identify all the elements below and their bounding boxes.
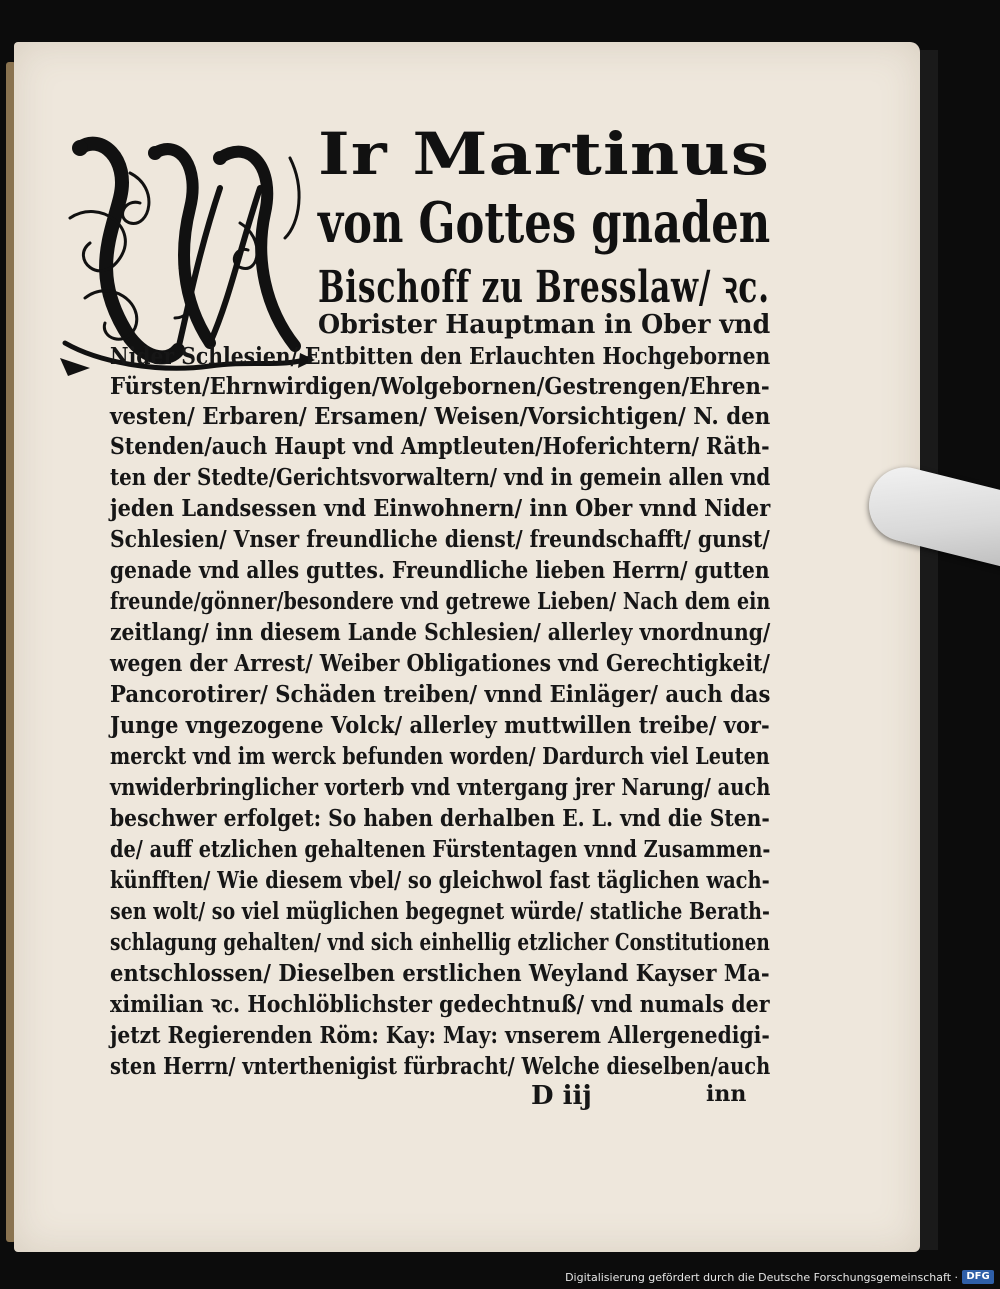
body-line-5: Stenden/auch Haupt vnd Amptleuten/Hoferichtern/ Räth-	[110, 433, 770, 460]
body-line-16: vnwiderbringlicher vorterb vnd vntergang jrer Narung/ auch	[110, 774, 771, 801]
heading-line-2: von Gottes gnaden	[318, 190, 771, 256]
body-line-20: sen wolt/ so viel müglichen begegnet würde/ statliche Berath-	[110, 898, 770, 925]
body-line-11: zeitlang/ inn diesem Lande Schlesien/ allerley vnordnung/	[110, 619, 771, 646]
body-line-24: jetzt Regierenden Röm: Kay: May: vnserem Allergenedigi-	[110, 1022, 770, 1049]
body-line-23: ximilian ꝛc. Hochlöblichster gedechtnuß/ vnd numals der	[110, 991, 770, 1018]
body-line-3: Fürsten/Ehrnwirdigen/Wolgebornen/Gestrengen/Ehren-	[110, 373, 770, 400]
body-line-13: Pancorotirer/ Schäden treiben/ vnnd Einläger/ auch das	[110, 681, 771, 708]
dfg-credit: Digitalisierung gefördert durch die Deutsche Forschungsgemeinschaft ·	[565, 1271, 958, 1284]
signature-mark: D iij	[531, 1081, 592, 1111]
body-line-19: künfften/ Wie diesem vbel/ so gleichwol fast täglichen wach-	[110, 867, 770, 894]
body-line-12: wegen der Arrest/ Weiber Obligationes vnd Gerechtigkeit/	[110, 650, 770, 677]
body-line-2: Nider Schlesien/ Entbitten den Erlauchten Hochgebornen	[110, 343, 771, 370]
decorated-initial-w	[60, 128, 315, 378]
body-line-8: Schlesien/ Vnser freundliche dienst/ freundschafft/ gunst/	[110, 526, 770, 553]
body-line-25: sten Herrn/ vnterthenigist fürbracht/ Welche dieselben/auch	[110, 1053, 771, 1080]
catchword: inn	[706, 1081, 747, 1107]
body-line-22: entschlossen/ Dieselben erstlichen Weyland Kayser Ma-	[110, 960, 770, 987]
body-line-7: jeden Landsessen vnd Einwohnern/ inn Ober vnnd Nider	[110, 495, 771, 522]
body-line-21: schlagung gehalten/ vnd sich einhellig etzlicher Constitutionen	[110, 929, 770, 956]
body-line-4: vesten/ Erbaren/ Ersamen/ Weisen/Vorsichtigen/ N. den	[110, 403, 771, 430]
body-line-6: ten der Stedte/Gerichtsvorwaltern/ vnd in gemein allen vnd	[110, 464, 771, 491]
body-line-10: freunde/gönner/besondere vnd getrewe Lieben/ Nach dem ein	[110, 588, 771, 615]
heading-line-3: Bischoff zu Bresslaw/ ꝛc.	[318, 262, 770, 313]
heading-line-1: Ir Martinus	[318, 120, 771, 188]
body-line-18: de/ auff etzlichen gehaltenen Fürstentagen vnnd Zusammen-	[110, 836, 771, 863]
body-line-14: Junge vngezogene Volck/ allerley muttwillen treibe/ vor-	[110, 712, 770, 739]
body-line-17: beschwer erfolget: So haben derhalben E. L. vnd die Sten-	[110, 805, 770, 832]
body-line-15: merckt vnd im werck befunden worden/ Dardurch viel Leuten	[110, 743, 770, 770]
body-line-9: genade vnd alles guttes. Freundliche lieben Herrn/ gutten	[110, 557, 770, 584]
book-gutter	[920, 50, 938, 1250]
dfg-logo-icon: DFG	[962, 1270, 994, 1284]
body-line-1: Obrister Hauptman in Ober vnd	[318, 310, 771, 340]
